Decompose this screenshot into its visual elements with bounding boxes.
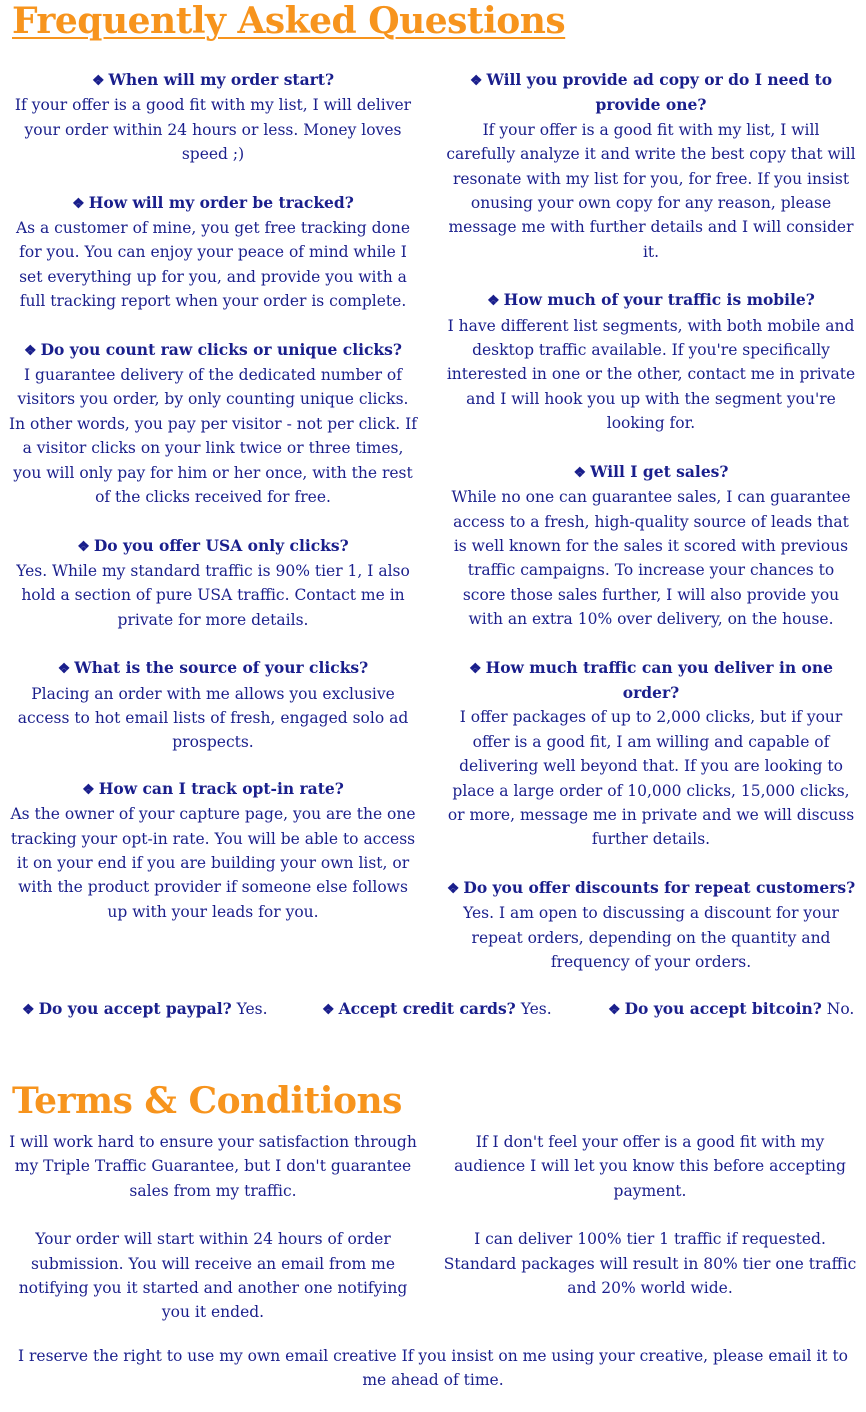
diamond-bullet-icon: ❖ (608, 1002, 621, 1018)
terms-paragraph: If I don't feel your offer is a good fit with my audience I will let you know this before accepting payment. (454, 1133, 846, 1200)
diamond-bullet-icon: ❖ (77, 538, 90, 555)
faq-question: How will my order be tracked? (88, 192, 354, 212)
payment-question: Do you accept bitcoin? (624, 999, 822, 1018)
faq-heading: Frequently Asked Questions (12, 0, 566, 42)
faq-item (8, 656, 418, 755)
faq-answer: I have different list segments, with both mobile and desktop traffic available. If you're specifically interested in one or the other, contact me in private and I will hook you up with the segment you're looking for. (446, 316, 856, 433)
faq-answer: Placing an order with me allows you exclusive access to hot email lists of fresh, engaged solo ad prospects. (17, 684, 409, 752)
faq-answer: Yes. While my standard traffic is 90% tier 1, I also hold a section of pure USA traffic. Contact me in private for more details. (16, 561, 410, 629)
diamond-bullet-icon: ❖ (57, 661, 71, 678)
payment-paypal (22, 997, 268, 1022)
payment-credit-cards (322, 997, 552, 1022)
diamond-bullet-icon: ❖ (469, 660, 482, 677)
faq-answer: As a customer of mine, you get free tracking done for you. You can enjoy your peace of mind while I set everything up for you, and provide you with a full tracking report when your order is complete. (15, 219, 411, 311)
terms-heading: Terms & Conditions (12, 1080, 402, 1122)
faq-right-column (446, 68, 856, 974)
payment-question: Accept credit cards? (338, 999, 516, 1018)
diamond-bullet-icon: ❖ (573, 464, 587, 481)
faq-question: Will you provide ad copy or do I need to provide one? (486, 70, 833, 115)
diamond-bullet-icon: ❖ (487, 293, 500, 310)
diamond-bullet-icon: ❖ (22, 1002, 35, 1018)
faq-item (446, 656, 856, 852)
diamond-bullet-icon: ❖ (24, 342, 37, 359)
faq-left-column (8, 68, 418, 924)
faq-answer: If your offer is a good fit with my list, I will carefully analyze it and write the best copy that will resonate with my list for you, for free. If you insist onusing your own copy for any reason, please message me with further details and I will consider it. (446, 120, 856, 261)
faq-answer: As the owner of your capture page, you are the one tracking your opt-in rate. You will be able to access it on your end if you are building your own list, or with the product provider if someone else follows up with your leads for you. (10, 805, 416, 921)
faq-item (446, 460, 856, 632)
faq-item (446, 876, 856, 975)
payment-bitcoin (608, 997, 854, 1022)
faq-item (8, 68, 418, 167)
faq-question: Do you count raw clicks or unique clicks? (40, 339, 402, 359)
faq-item (446, 68, 856, 264)
faq-item (8, 191, 418, 314)
payment-options (0, 997, 866, 1023)
terms-right-column (440, 1130, 860, 1300)
faq-question: How can I track opt-in rate? (98, 778, 344, 798)
payment-question: Do you accept paypal? (38, 999, 232, 1018)
faq-question: Do you offer USA only clicks? (93, 535, 349, 555)
faq-question: How much traffic can you deliver in one order? (485, 657, 833, 702)
faq-question: Do you offer discounts for repeat customers? (463, 877, 856, 897)
faq-question: Will I get sales? (590, 461, 729, 481)
terms-paragraph: Your order will start within 24 hours of order submission. You will receive an email from me notifying you it started and another one notifying you it ended. (18, 1230, 408, 1322)
faq-question: How much of your traffic is mobile? (503, 290, 815, 310)
faq-item (8, 777, 418, 924)
terms-paragraph: I can deliver 100% tier 1 traffic if requested. Standard packages will result in 80% tier one traffic and 20% world wide. (443, 1230, 857, 1298)
terms-left-column (8, 1130, 418, 1325)
faq-answer: While no one can guarantee sales, I can guarantee access to a fresh, high-quality source of leads that is well known for the sales it scored with previous traffic campaigns. To increase your chances to score those sales further, I will also provide you with an extra 10% over delivery, on the house. (451, 488, 851, 629)
faq-answer: I offer packages of up to 2,000 clicks, but if your offer is a good fit, I am willing and capable of delivering well beyond that. If you are looking to place a large order of 10,000 clicks, 15,000 clicks, or more, message me in private and we will discuss further details. (447, 708, 855, 849)
diamond-bullet-icon: ❖ (446, 880, 460, 897)
faq-item (8, 534, 418, 633)
payment-answer: Yes. (520, 1000, 552, 1018)
payment-answer: Yes. (236, 1000, 268, 1018)
faq-answer: Yes. I am open to discussing a discount for your repeat orders, depending on the quantity and frequency of your orders. (463, 904, 839, 971)
diamond-bullet-icon: ❖ (322, 1002, 335, 1018)
faq-question: What is the source of your clicks? (74, 658, 369, 678)
faq-item (446, 288, 856, 435)
diamond-bullet-icon: ❖ (72, 195, 85, 212)
payment-answer: No. (826, 1000, 855, 1018)
faq-item (8, 338, 418, 510)
faq-answer: I guarantee delivery of the dedicated number of visitors you order, by only counting unique clicks. In other words, you pay per visitor - not per click. If a visitor clicks on your link twice or three times, you will only pay for him or her once, with the rest of the clicks received for free. (8, 366, 418, 507)
diamond-bullet-icon: ❖ (91, 73, 105, 89)
faq-answer: If your offer is a good fit with my list, I will deliver your order within 24 hours or less. Money loves speed ;) (14, 96, 412, 164)
faq-question: When will my order start? (108, 70, 335, 89)
diamond-bullet-icon: ❖ (82, 781, 95, 798)
diamond-bullet-icon: ❖ (469, 73, 483, 89)
terms-paragraph: I will work hard to ensure your satisfaction through my Triple Traffic Guarantee, but I don't guarantee sales from my traffic. (9, 1133, 417, 1200)
terms-footer-paragraph: I reserve the right to use my own email creative If you insist on me using your creative, please email it to me ahead of time. (17, 1347, 849, 1390)
